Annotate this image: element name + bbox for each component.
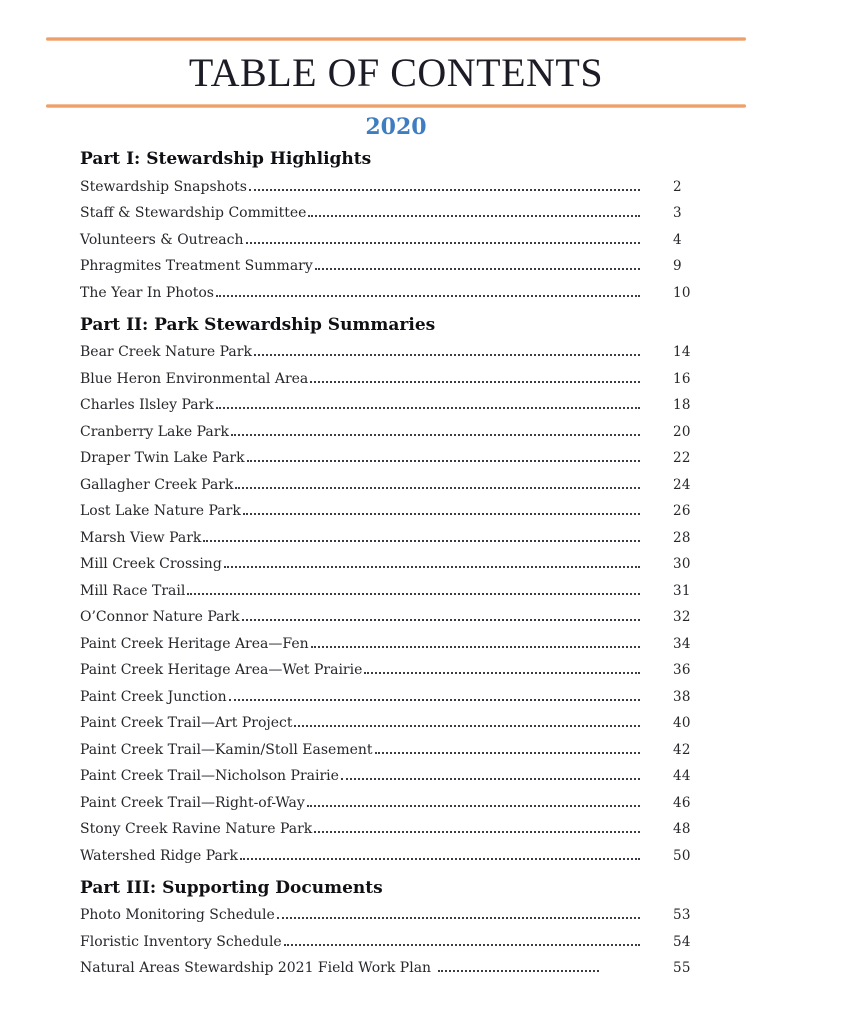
toc-entry-title: Watershed Ridge Park	[80, 847, 239, 864]
dotted-leader	[216, 407, 640, 409]
toc-entry[interactable]	[46, 173, 746, 200]
toc-entry-page: 2	[673, 178, 682, 195]
dotted-leader	[307, 805, 640, 807]
toc-entry-page: 55	[673, 960, 691, 976]
dotted-leader	[375, 752, 640, 754]
toc-entry-page: 16	[673, 370, 691, 387]
toc-entry-page: 40	[673, 715, 691, 731]
year-label: 2020	[365, 114, 427, 140]
toc-entry-title: Gallagher Creek Park	[80, 476, 234, 493]
toc-entry-title: Stony Creek Ravine Nature Park	[80, 821, 313, 837]
toc-entry-page: 3	[673, 205, 682, 221]
toc-entry-title: Photo Monitoring Schedule	[80, 907, 275, 923]
section-heading: Part III: Supporting Documents	[80, 877, 383, 898]
toc-entry-page: 31	[673, 582, 691, 599]
top-divider	[46, 37, 746, 41]
toc-entry[interactable]	[46, 816, 746, 843]
toc-entry-title: Cranberry Lake Park	[80, 423, 229, 440]
toc-entry-title: Draper Twin Lake Park	[80, 450, 245, 466]
dotted-leader	[254, 354, 640, 356]
toc-entry-page: 46	[673, 794, 691, 811]
toc-entry-title: Paint Creek Heritage Area—Wet Prairie	[80, 662, 363, 678]
dotted-leader	[231, 434, 640, 436]
dotted-leader	[314, 831, 640, 833]
toc-entry[interactable]	[46, 955, 746, 982]
toc-entry-page: 4	[673, 231, 682, 248]
dotted-leader	[203, 540, 640, 542]
toc-entry[interactable]	[46, 253, 746, 280]
dotted-leader	[187, 593, 640, 595]
dotted-leader	[310, 381, 640, 383]
toc-entry-page: 38	[673, 688, 691, 705]
toc-entry-title: Mill Race Trail	[80, 582, 186, 599]
toc-entry-page: 53	[673, 907, 691, 923]
toc-entry-title: Volunteers & Outreach	[80, 231, 244, 248]
toc-entry-page: 20	[673, 423, 691, 440]
toc-entry[interactable]	[46, 226, 746, 253]
toc-entry-page: 36	[673, 662, 691, 678]
toc-entry-page: 48	[673, 821, 691, 837]
dotted-leader	[243, 513, 640, 515]
toc-entry[interactable]	[46, 604, 746, 631]
toc-entry-title: Paint Creek Trail—Kamin/Stoll Easement	[80, 741, 373, 758]
dotted-leader	[438, 970, 599, 972]
toc-entry[interactable]	[46, 736, 746, 763]
toc-entry-page: 44	[673, 768, 691, 784]
toc-entry-page: 9	[673, 258, 682, 274]
dotted-leader	[247, 460, 640, 462]
toc-entry-title: Phragmites Treatment Summary	[80, 258, 313, 274]
toc-entry-title: Marsh View Park	[80, 529, 202, 546]
toc-entry[interactable]	[46, 928, 746, 955]
toc-entry-page: 10	[673, 284, 691, 301]
dotted-leader	[341, 778, 640, 780]
toc-entry-title: Bear Creek Nature Park	[80, 344, 252, 360]
dotted-leader	[308, 215, 640, 217]
toc-entry-page: 26	[673, 503, 691, 519]
toc-entry-page: 50	[673, 847, 691, 864]
toc-entry[interactable]	[46, 789, 746, 816]
toc-entry-title: Natural Areas Stewardship 2021 Field Work Plan	[80, 960, 432, 976]
dotted-leader	[249, 189, 640, 191]
toc-entry[interactable]	[46, 630, 746, 657]
toc-entry-page: 22	[673, 450, 691, 466]
toc-entry[interactable]	[46, 365, 746, 392]
toc-entry-page: 42	[673, 741, 691, 758]
toc-entry[interactable]	[46, 683, 746, 710]
dotted-leader	[311, 646, 640, 648]
toc-entry-title: Paint Creek Heritage Area—Fen	[80, 635, 309, 652]
toc-entry-page: 14	[673, 344, 691, 360]
toc-entry[interactable]	[46, 392, 746, 419]
toc-entry-title: The Year In Photos	[80, 284, 214, 301]
toc-entry-page: 24	[673, 476, 691, 493]
dotted-leader	[229, 699, 640, 701]
toc-entry-page: 54	[673, 933, 691, 950]
section-heading: Part I: Stewardship Highlights	[80, 149, 372, 169]
toc-entry-page: 18	[673, 397, 691, 413]
toc-entry-page: 34	[673, 635, 691, 652]
dotted-leader	[294, 725, 640, 727]
dotted-leader	[224, 566, 640, 568]
toc-entry-title: Paint Creek Trail—Right-of-Way	[80, 794, 305, 811]
toc-entry-title: Blue Heron Environmental Area	[80, 370, 309, 387]
toc-entry-title: Paint Creek Junction	[80, 688, 227, 705]
dotted-leader	[315, 268, 640, 270]
toc-entry-title: Lost Lake Nature Park	[80, 503, 241, 519]
toc-entry[interactable]	[46, 657, 746, 684]
toc-entry[interactable]	[46, 339, 746, 366]
toc-entry[interactable]	[46, 279, 746, 306]
toc-entry[interactable]	[46, 763, 746, 790]
toc-entry-page: 28	[673, 529, 691, 546]
dotted-leader	[246, 242, 640, 244]
toc-entry[interactable]	[46, 418, 746, 445]
toc-entry-page: 32	[673, 609, 691, 625]
dotted-leader	[240, 858, 640, 860]
toc-entry[interactable]	[46, 200, 746, 227]
toc-entry[interactable]	[46, 498, 746, 525]
toc-entry-title: Stewardship Snapshots	[80, 178, 247, 195]
toc-entry[interactable]	[46, 471, 746, 498]
dotted-leader	[284, 944, 640, 946]
dotted-leader	[235, 487, 640, 489]
toc-entry-page: 30	[673, 556, 691, 572]
dotted-leader	[364, 672, 640, 674]
title-divider	[46, 104, 746, 108]
dotted-leader	[242, 619, 640, 621]
toc-entry-title: Paint Creek Trail—Art Project	[80, 715, 293, 731]
toc-body	[0, 149, 843, 981]
toc-entry[interactable]	[46, 710, 746, 737]
toc-entry-title: Floristic Inventory Schedule	[80, 933, 282, 950]
dotted-leader	[277, 917, 640, 919]
dotted-leader	[216, 295, 640, 297]
page-title: TABLE OF CONTENTS	[188, 50, 604, 95]
toc-entry[interactable]	[46, 902, 746, 929]
toc-entry-title: O’Connor Nature Park	[80, 609, 240, 625]
toc-entry[interactable]	[46, 524, 746, 551]
toc-entry[interactable]	[46, 551, 746, 578]
toc-entry-title: Staff & Stewardship Committee	[80, 205, 307, 221]
toc-entry-title: Charles Ilsley Park	[80, 397, 214, 413]
toc-entry-title: Paint Creek Trail—Nicholson Prairie	[80, 768, 339, 784]
toc-entry-title: Mill Creek Crossing	[80, 556, 222, 572]
section-heading: Part II: Park Stewardship Summaries	[80, 314, 436, 335]
toc-entry[interactable]	[46, 577, 746, 604]
toc-entry[interactable]	[46, 842, 746, 869]
toc-entry[interactable]	[46, 445, 746, 472]
